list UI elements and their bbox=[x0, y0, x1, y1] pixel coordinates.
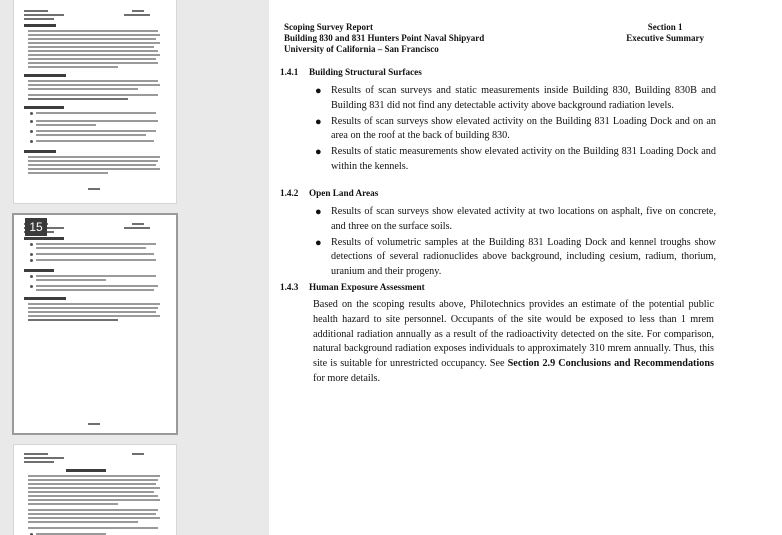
bullet-icon: ● bbox=[315, 85, 322, 97]
section-title: Building Structural Surfaces bbox=[309, 67, 422, 77]
paragraph-reference: Section 2.9 Conclusions and Recommendations bbox=[507, 358, 714, 370]
bullet-text: Results of scan surveys show elevated activity on the Building 831 Loading Dock and on an area on the roof at the back of building 830. bbox=[331, 115, 716, 142]
section-number: 1.4.2 bbox=[280, 188, 299, 198]
bullet-icon: ● bbox=[315, 115, 322, 128]
section-title: Human Exposure Assessment bbox=[309, 282, 425, 292]
bullet-icon: ● bbox=[315, 146, 322, 159]
bullet-icon: ● bbox=[315, 236, 322, 249]
report-site: Building 830 and 831 Hunters Point Naval Shipyard bbox=[284, 33, 485, 43]
header-left bbox=[284, 22, 484, 55]
section-heading bbox=[280, 282, 425, 292]
section-paragraph bbox=[313, 298, 714, 387]
bullet-icon: ● bbox=[315, 206, 322, 218]
paragraph-text: Based on the scoping results above, Philotechnics provides an estimate of the potential public health hazard to site personnel. Occupants of the site would be exposed to less than 1 mrem additional radiation annually as a result of the radioactivity detected on the site. For comparison, natural background radiation exposes individuals to approximately 310 mrem annually. Thus, this site is suitable for unrestricted occupancy. See bbox=[313, 299, 714, 370]
paragraph-end: for more details. bbox=[313, 372, 381, 384]
report-title: Scoping Survey Report bbox=[284, 22, 374, 32]
list-item bbox=[315, 145, 716, 175]
page-number-badge: 15 bbox=[25, 218, 47, 236]
section-heading bbox=[280, 188, 378, 198]
section-number: 1.4.3 bbox=[280, 282, 299, 292]
page-thumbnail[interactable] bbox=[14, 0, 176, 203]
section-title: Open Land Areas bbox=[309, 188, 379, 198]
list-item bbox=[315, 115, 716, 145]
list-item bbox=[315, 236, 716, 280]
report-org: University of California – San Francisco bbox=[284, 44, 439, 54]
section-label: Section 1 bbox=[647, 22, 683, 32]
bullet-text: Results of static measurements show elevated activity on the Building 831 Loading Dock and within the kennels. bbox=[331, 146, 716, 172]
bullet-text: Results of scan surveys and static measurements inside Building 830, Building 830B and Building 831 did not find any detectable activity above background radiation levels. bbox=[331, 85, 716, 111]
page-thumbnail[interactable] bbox=[14, 445, 176, 535]
list-item bbox=[315, 84, 716, 114]
section-number: 1.4.1 bbox=[280, 67, 299, 77]
bullet-list bbox=[315, 84, 716, 176]
list-item bbox=[315, 205, 716, 235]
section-heading bbox=[280, 67, 422, 77]
header-right bbox=[626, 22, 704, 44]
bullet-text: Results of volumetric samples at the Building 831 Loading Dock and kennel troughs show detections of several radionuclides above background, including cesium, radium, thorium, uranium and their progeny. bbox=[331, 236, 716, 278]
document-page bbox=[269, 0, 782, 535]
section-name: Executive Summary bbox=[626, 33, 704, 43]
page-thumbnail-current[interactable] bbox=[14, 215, 176, 433]
bullet-text: Results of scan surveys show elevated activity at two locations on asphalt, five on concrete, and three on the surface soils. bbox=[331, 206, 716, 232]
thumbnail-pane[interactable] bbox=[0, 0, 190, 535]
bullet-list bbox=[315, 205, 716, 281]
